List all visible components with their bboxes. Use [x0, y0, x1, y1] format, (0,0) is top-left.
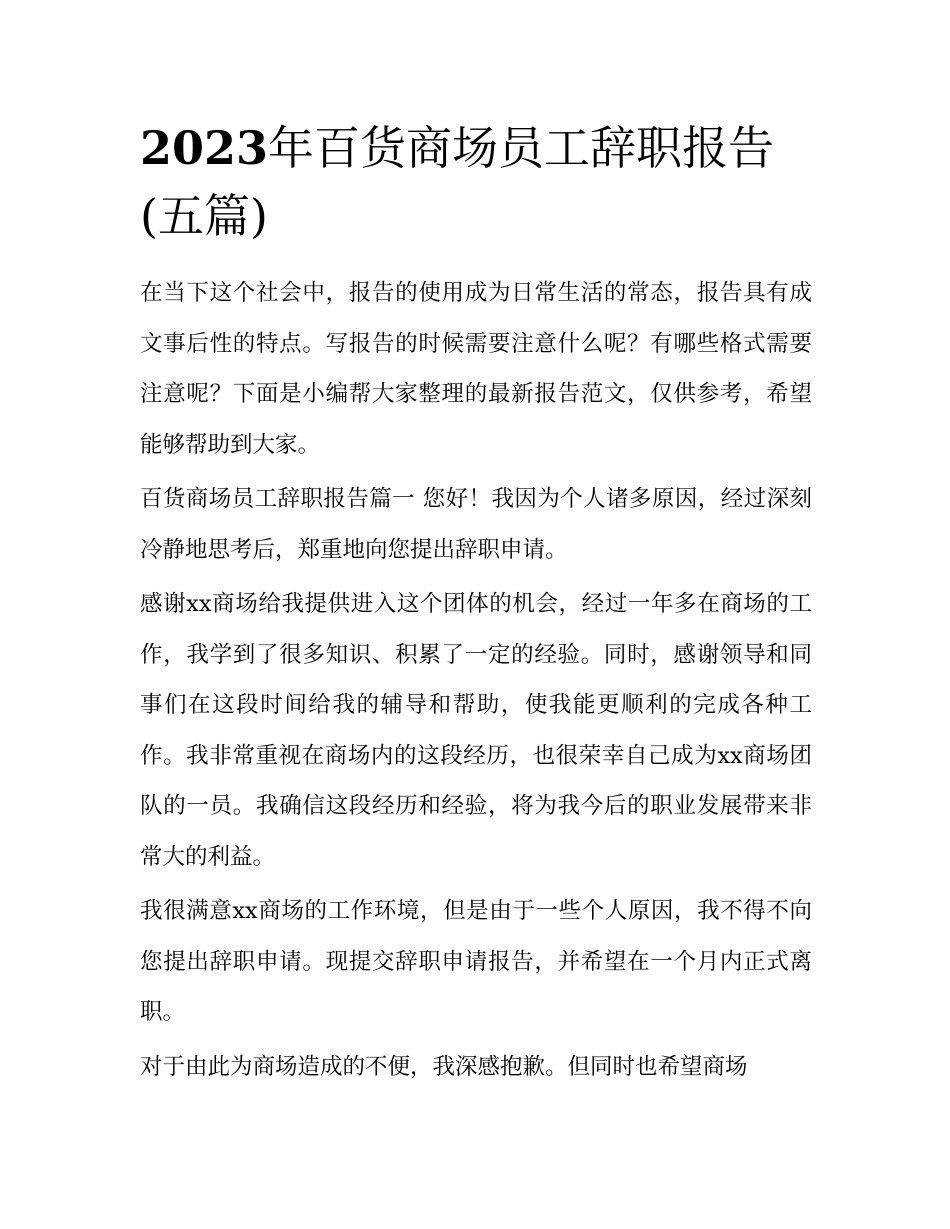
paragraph-apology: 对于由此为商场造成的不便，我深感抱歉。但同时也希望商场 [140, 1053, 748, 1080]
document-title [140, 114, 812, 250]
document-content [140, 114, 812, 1096]
document-body [140, 268, 812, 1092]
title-year: 2023 [140, 121, 269, 175]
paragraph-gratitude: 感谢xx商场给我提供进入这个团体的机会，经过一年多在商场的工作，我学到了很多知识、积累了一定的经验。同时，感谢领导和同事们在这段时间给我的辅导和帮助，使我能更顺利的完成各种工作。我非常重视在商场内的这段经历，也很荣幸自己成为xx商场团队的一员。我确信这段经历和经验，将为我今后的职业发展带来非常大的利益。 [140, 591, 812, 870]
paragraph-intro: 在当下这个社会中，报告的使用成为日常生活的常态，报告具有成文事后性的特点。写报告的时候需要注意什么呢？有哪些格式需要注意呢？下面是小编帮大家整理的最新报告范文，仅供参考，希望能够帮助到大家。 [140, 280, 812, 458]
paragraph-resignation-request: 我很满意xx商场的工作环境，但是由于一些个人原因，我不得不向您提出辞职申请。现提交辞职申请报告，并希望在一个月内正式离职。 [140, 898, 812, 1025]
title-text: 年百货商场员工辞职报告(五篇) [140, 121, 775, 243]
paragraph-section-one-opening: 百货商场员工辞职报告篇一 您好！我因为个人诸多原因，经过深刻冷静地思考后，郑重地向您提出辞职申请。 [140, 486, 812, 563]
